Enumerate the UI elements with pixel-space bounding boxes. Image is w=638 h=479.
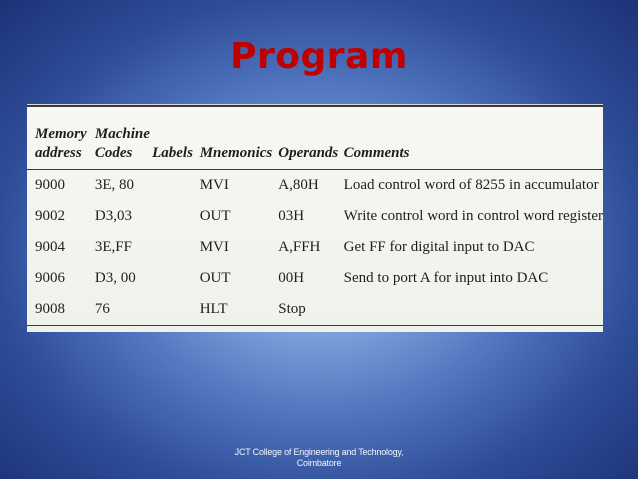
- cell-operand: Stop: [278, 294, 343, 326]
- header-comments: Comments: [344, 106, 603, 170]
- header-machine-codes: Machine Codes: [95, 106, 152, 170]
- table-row: [27, 294, 603, 326]
- cell-mnemonic: MVI: [199, 239, 229, 255]
- cell-address: 9004: [35, 239, 65, 255]
- cell-label: [152, 294, 200, 326]
- footer-line-1: JCT College of Engineering and Technology,: [234, 447, 404, 457]
- table-row: [27, 263, 603, 294]
- table-row: [27, 232, 603, 263]
- cell-label: [152, 170, 200, 202]
- cell-address: 9008: [27, 294, 95, 326]
- table-row: [27, 170, 603, 202]
- cell-mnemonic: OUT: [199, 208, 231, 224]
- cell-operand: 00H: [278, 270, 305, 286]
- cell-label: [152, 263, 200, 294]
- header-labels: Labels: [152, 106, 200, 170]
- program-table-image: [27, 104, 603, 332]
- header-mnemonics: Mnemonics: [200, 106, 279, 170]
- table-row: [27, 201, 603, 232]
- cell-address: 9002: [35, 208, 65, 224]
- cell-code: 3E, 80: [94, 177, 135, 193]
- cell-code: 3E,FF: [94, 239, 132, 255]
- cell-label: [152, 201, 200, 232]
- cell-code: D3, 00: [94, 270, 136, 286]
- cell-comment: Load control word of 8255 in accumulator: [343, 177, 599, 193]
- cell-code: D3,03: [94, 208, 132, 224]
- cell-operand: A,FFH: [278, 239, 321, 255]
- header-memory-address: Memory address: [27, 106, 95, 170]
- slide-footer: [219, 447, 419, 469]
- program-table: [27, 105, 603, 326]
- cell-operand: A,80H: [278, 177, 319, 193]
- cell-address: 9006: [35, 270, 65, 286]
- cell-code: 76: [95, 294, 152, 326]
- cell-address: 9000: [35, 177, 65, 193]
- footer-line-2: Coimbatore: [296, 458, 342, 468]
- cell-mnemonic: OUT: [199, 270, 231, 286]
- slide-title: Program: [230, 36, 408, 77]
- header-operands: Operands: [278, 106, 343, 170]
- cell-comment: Get FF for digital input to DAC: [343, 239, 535, 255]
- cell-mnemonic: MVI: [199, 177, 229, 193]
- cell-operand: 03H: [278, 208, 305, 224]
- table-header-row: [27, 106, 603, 170]
- cell-label: [152, 232, 200, 263]
- cell-mnemonic: HLT: [200, 294, 279, 326]
- cell-comment: Send to port A for input into DAC: [343, 270, 549, 286]
- cell-comment: Write control word in control word register: [343, 208, 603, 224]
- cell-comment: [344, 294, 603, 326]
